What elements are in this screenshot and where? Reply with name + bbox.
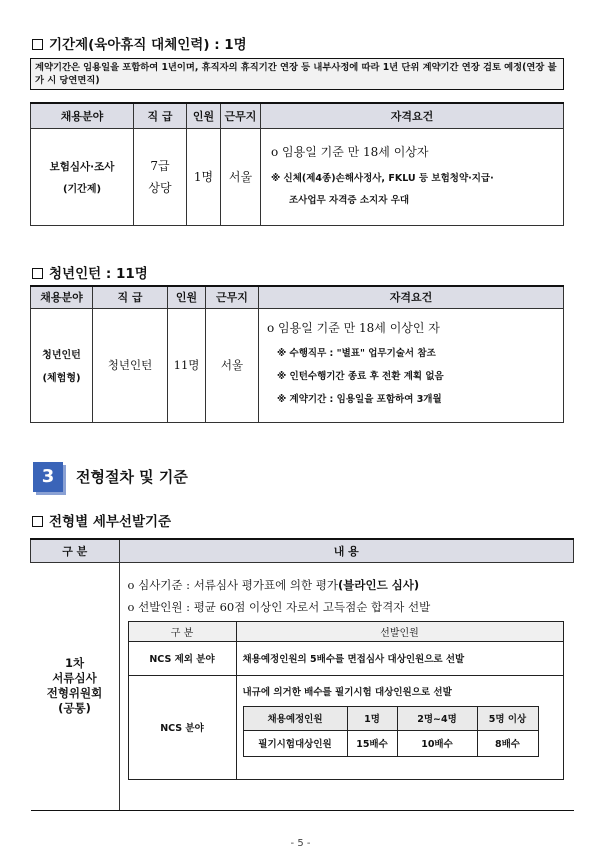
sub-heading-selection-criteria: 전형별 세부선발기준	[32, 510, 171, 530]
checkbox-square-icon	[32, 39, 43, 50]
count-cell: 11명	[168, 308, 206, 422]
requirement-no-conversion: ※ 인턴수행기간 종료 후 전환 계획 없음	[277, 370, 444, 382]
ratio-value-1: 15배수	[347, 730, 397, 756]
non-ncs-label: NCS 제외 분야	[128, 641, 236, 675]
grade-cell	[134, 128, 187, 225]
ratio-row-label: 필기시험대상인원	[243, 730, 347, 756]
requirement-preference-cont: 조사업무 자격증 소지자 우대	[289, 194, 410, 206]
field-type: (기간제)	[62, 183, 102, 195]
section-number-badge: 3	[33, 462, 63, 492]
ratio-header-1: 1명	[347, 706, 397, 730]
inner-header-count: 선발인원	[236, 621, 563, 641]
criteria-text: o 심사기준 : 서류심사 평가표에 의한 평가	[127, 577, 338, 592]
requirement-duty: ※ 수행직무 : "별표" 업무기술서 참조	[277, 347, 436, 359]
ratio-value-5plus: 8배수	[477, 730, 538, 756]
ratio-table	[243, 706, 539, 757]
ncs-text: 내규에 의거한 배수를 필기시험 대상인원으로 선발	[242, 686, 452, 698]
checkbox-square-icon	[32, 268, 43, 279]
col-header-count: 인원	[168, 286, 206, 308]
col-header-field: 채용분야	[31, 286, 93, 308]
ratio-value-2-4: 10배수	[397, 730, 477, 756]
requirements-cell	[259, 308, 564, 422]
contract-notice: 계약기간은 임용일을 포함하여 1년이며, 휴직자의 휴직기간 연장 등 내부사정에 따라 1년 단위 계약기간 연장 검토 예정(연장 불가 시 당연면직)	[30, 58, 564, 90]
section-title: 전형절차 및 기준	[76, 468, 188, 486]
requirement-preference: ※ 신체(제4종)손해사정사, FKLU 등 보험청약·지급·	[271, 172, 494, 184]
selection-count-table	[128, 621, 564, 780]
criteria-line	[128, 577, 564, 593]
col-header-field: 채용분야	[31, 103, 134, 128]
count-cell: 1명	[187, 128, 221, 225]
requirements-cell	[261, 128, 564, 225]
field-cell	[31, 308, 93, 422]
col-header-requirements: 자격요건	[261, 103, 564, 128]
col-header-category: 구 분	[31, 539, 120, 562]
stage-cell	[31, 562, 120, 810]
col-header-grade: 직 급	[134, 103, 187, 128]
field-cell	[31, 128, 134, 225]
location-cell: 서울	[221, 128, 261, 225]
grade-line2: 상당	[148, 180, 172, 195]
field-name: 보험심사·조사	[49, 160, 115, 173]
location-cell: 서울	[206, 308, 259, 422]
requirement-contract-period: ※ 계약기간 : 임용일을 포함하여 3개월	[277, 393, 442, 405]
ncs-label: NCS 분야	[128, 675, 236, 779]
inner-header-category: 구 분	[128, 621, 236, 641]
checkbox-square-icon	[32, 516, 43, 527]
page-number: - 5 -	[290, 838, 311, 849]
stage-order: 1차	[64, 656, 85, 670]
stage-committee: 전형위원회	[46, 686, 103, 700]
ncs-content	[236, 675, 563, 779]
criteria-blind: (블라인드 심사)	[337, 577, 420, 592]
non-ncs-text: 채용예정인원의 5배수를 면접심사 대상인원으로 선발	[236, 641, 563, 675]
grade-line1: 7급	[150, 158, 170, 173]
section-heading-intern: 청년인턴 : 11명	[32, 262, 148, 282]
col-header-requirements: 자격요건	[259, 286, 564, 308]
ratio-header-planned: 채용예정인원	[243, 706, 347, 730]
field-type: (체험형)	[42, 373, 81, 384]
selection-line: o 선발인원 : 평균 60점 이상인 자로서 고득점순 합격자 선발	[127, 599, 431, 614]
grade-cell: 청년인턴	[93, 308, 168, 422]
stage-common: (공통)	[58, 701, 91, 715]
col-header-content: 내 용	[119, 539, 574, 562]
content-cell	[119, 562, 574, 810]
col-header-grade: 직 급	[93, 286, 168, 308]
col-header-count: 인원	[187, 103, 221, 128]
col-header-location: 근무지	[206, 286, 259, 308]
field-name: 청년인턴	[42, 350, 81, 361]
ratio-header-5plus: 5명 이상	[477, 706, 538, 730]
stage-name: 서류심사	[52, 671, 97, 685]
ratio-header-2-4: 2명~4명	[397, 706, 477, 730]
section-heading-fixed-term: 기간제(육아휴직 대체인력) : 1명	[32, 33, 247, 53]
intern-table	[30, 285, 564, 423]
selection-criteria-table	[30, 538, 574, 811]
fixed-term-table	[30, 102, 564, 226]
col-header-location: 근무지	[221, 103, 261, 128]
requirement-age: o 임용일 기준 만 18세 이상인 자	[267, 320, 440, 335]
requirement-age: o 임용일 기준 만 18세 이상자	[271, 144, 429, 159]
